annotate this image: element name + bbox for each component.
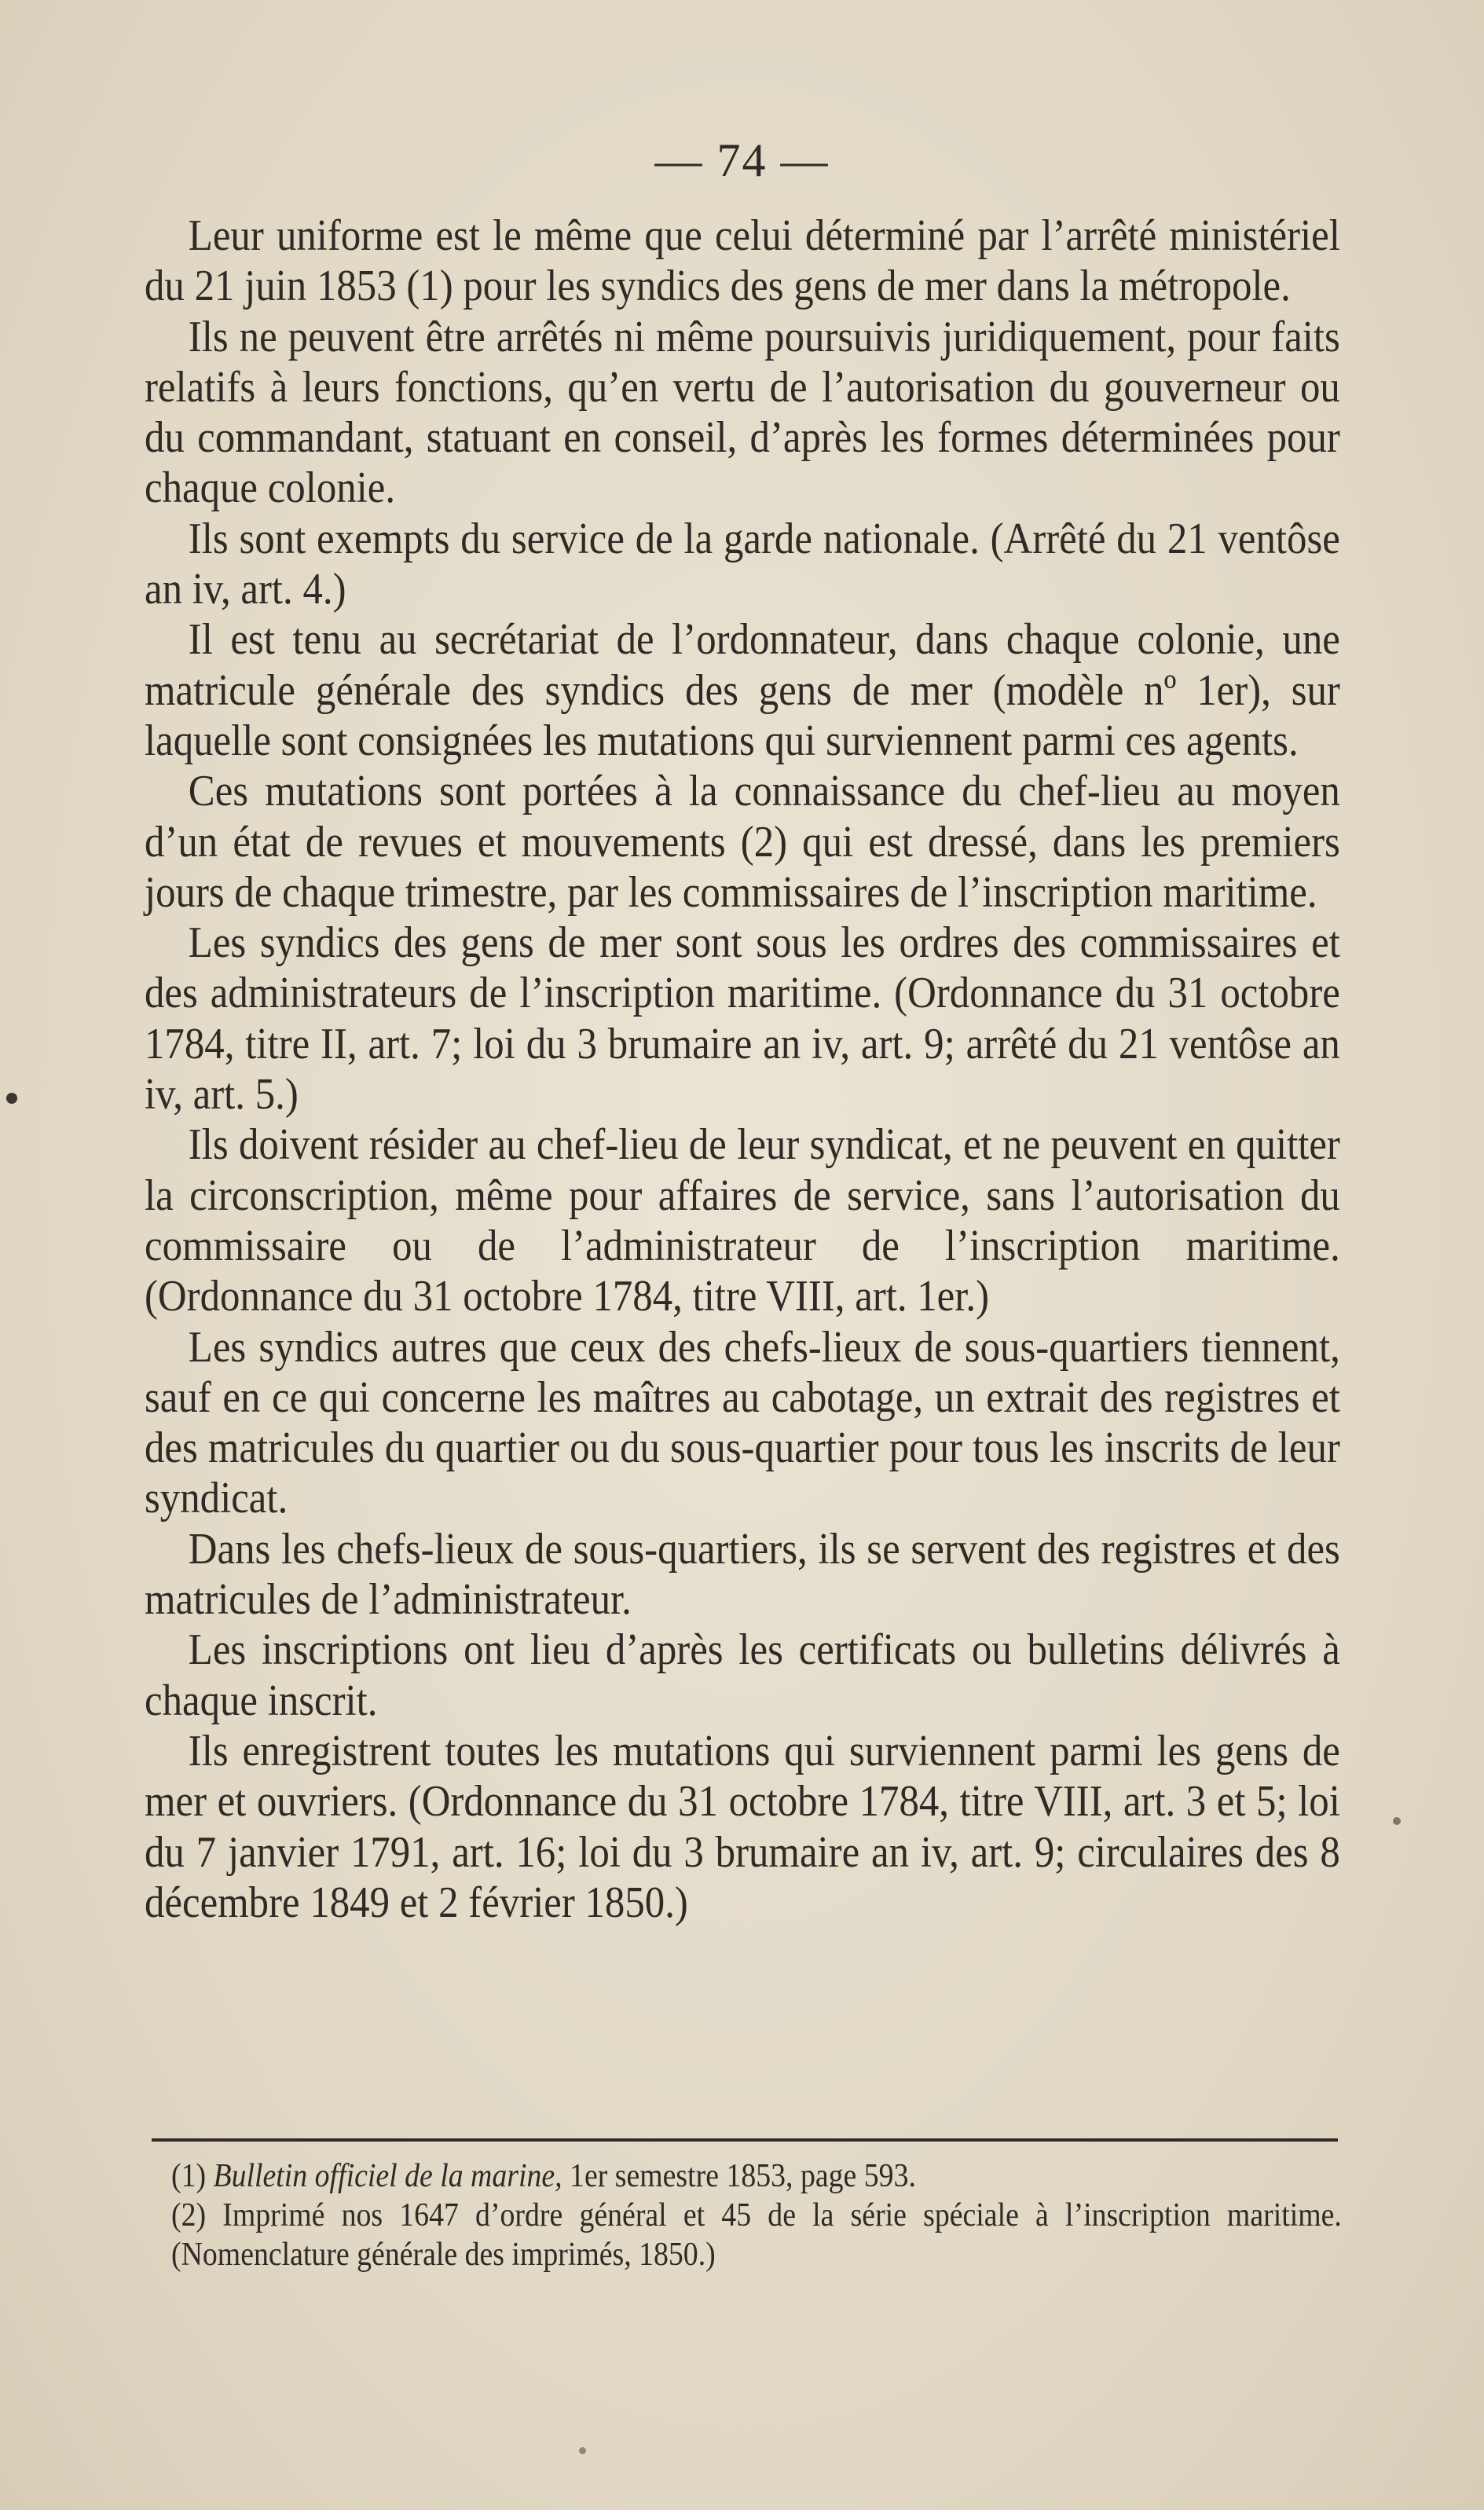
paragraph-arrest: Ils ne peuvent être arrêtés ni même poursuivis juridiquement, pour faits relatifs à leurs fonctions, qu’en vertu de l’autorisation du gouverneur ou du commandant, statuant en conseil, d’après les formes déterminées pour chaque colonie. [145, 312, 1340, 513]
footnote-1-marker: (1) [171, 2158, 207, 2194]
footnote-2: (2) Imprimé nos 1647 d’ordre général et 45 de la série spéciale à l’inscription maritime. (Nomenclature générale des imprimés, 1850.) [171, 2197, 1342, 2273]
footnote-1 [171, 2156, 1342, 2196]
footnote-1-title: Bulletin officiel de la marine, [213, 2158, 562, 2194]
paragraph-chefs-lieux: Dans les chefs-lieux de sous-quartiers, ils se servent des registres et des matricules de l’administrateur. [145, 1524, 1340, 1625]
paragraph-enregistrement: Ils enregistrent toutes les mutations qui surviennent parmi les gens de mer et ouvriers. (Ordonnance du 31 octobre 1784, titre VIII, art. 3 et 5; loi du 7 janvier 1791, art. 16; loi du 3 brumaire an iv, art. 9; circulaires des 8 décembre 1849 et 2 février 1850.) [145, 1726, 1340, 1927]
paragraph-garde-nationale: Ils sont exempts du service de la garde nationale. (Arrêté du 21 ventôse an iv, art. 4.) [145, 514, 1340, 614]
page-number: — 74 — [654, 134, 830, 186]
paragraph-matricule: Il est tenu au secrétariat de l’ordonnateur, dans chaque colonie, une matricule générale des syndics des gens de mer (modèle nº 1er), sur laquelle sont consignées les mutations qui surviennent parmi ces agents. [145, 615, 1340, 765]
ink-speck-left [6, 1093, 17, 1104]
ink-speck-right [1393, 1817, 1401, 1825]
paragraph-extrait: Les syndics autres que ceux des chefs-lieux de sous-quartiers tiennent, sauf en ce qui concerne les maîtres au cabotage, un extrait des registres et des matricules du quartier ou du sous-quartier pour tous les inscrits de leur syndicat. [145, 1322, 1340, 1523]
main-text [145, 211, 1340, 1928]
paragraph-ordres: Les syndics des gens de mer sont sous les ordres des commissaires et des administrateurs de l’inscription maritime. (Ordonnance du 31 octobre 1784, titre II, art. 7; loi du 3 brumaire an iv, art. 9; arrêté du 21 ventôse an iv, art. 5.) [145, 918, 1340, 1119]
footnote-1-text: 1er semestre 1853, page 593. [570, 2158, 916, 2194]
paragraph-uniform: Leur uniforme est le même que celui déterminé par l’arrêté ministériel du 21 juin 1853 (1) pour les syndics des gens de mer dans la métropole. [145, 211, 1340, 311]
paragraph-residence: Ils doivent résider au chef-lieu de leur syndicat, et ne peuvent en quitter la circonscription, même pour affaires de service, sans l’autorisation du commissaire ou de l’administrateur de l’inscription maritime. (Ordonnance du 31 octobre 1784, titre VIII, art. 1er.) [145, 1120, 1340, 1321]
paragraph-inscriptions: Les inscriptions ont lieu d’après les certificats ou bulletins délivrés à chaque inscrit. [145, 1625, 1340, 1725]
ink-speck-bottom [579, 2447, 586, 2454]
footnote-rule [152, 2138, 1338, 2142]
paragraph-mutations: Ces mutations sont portées à la connaissance du chef-lieu au moyen d’un état de revues et mouvements (2) qui est dressé, dans les premiers jours de chaque trimestre, par les commissaires de l’inscription maritime. [145, 767, 1340, 917]
footnotes [171, 2156, 1342, 2274]
